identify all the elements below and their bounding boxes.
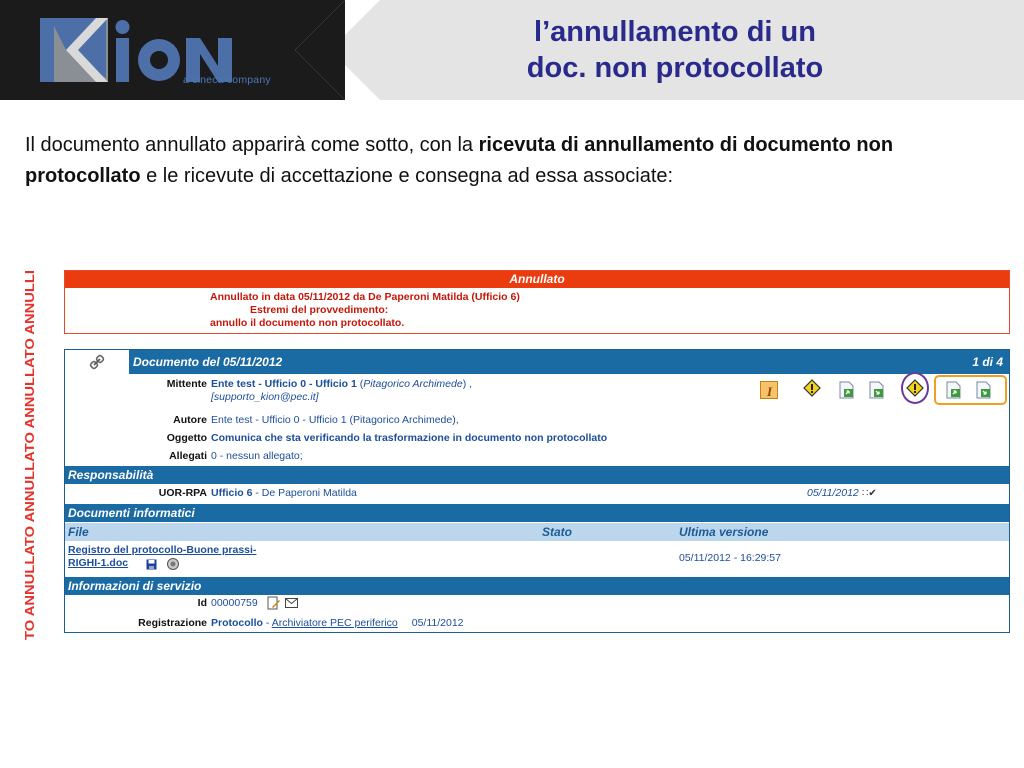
annullato-body <box>210 291 520 330</box>
mittente-row <box>65 378 1009 408</box>
receipt-doc-icon[interactable] <box>945 381 963 399</box>
responsabilita-header: Responsabilità <box>65 466 1009 484</box>
column-ultima-versione: Ultima versione <box>679 525 769 539</box>
intro-paragraph <box>25 130 985 192</box>
info-icon[interactable] <box>760 381 778 399</box>
documenti-columns <box>65 523 1009 541</box>
autore-value: Ente test - Ufficio 0 - Ufficio 1 (Pitagorico Archimede), <box>211 414 459 426</box>
mittente-value: Ente test - Ufficio 0 - Ufficio 1 (Pitagorico Archimede) , [supporto_kion@pec.it] <box>211 378 473 403</box>
slide-title-line2: doc. non protocollato <box>526 52 824 84</box>
oggetto-value: Comunica che sta verificando la trasformazione in documento non protocollato <box>211 432 608 444</box>
file-name-line2: RIGHI-1.doc <box>68 557 129 569</box>
uor-rpa-person: - De Paperoni Matilda <box>252 487 357 499</box>
uor-rpa-office: Ufficio 6 <box>211 487 253 499</box>
stamp-text: TO ANNULLATO ANNULLATO ANNULLATO ANNULLI <box>23 326 37 640</box>
id-value: 00000759 <box>211 597 258 609</box>
registrazione-type: Protocollo <box>211 617 263 629</box>
registrazione-label: Registrazione <box>138 617 207 629</box>
column-stato: Stato <box>542 525 572 539</box>
uor-rpa-value <box>211 487 357 500</box>
mittente-label: Mittente <box>166 378 207 390</box>
intro-text-1: Il documento annullato apparirà come sotto, con la <box>25 134 479 156</box>
annullato-line2: Estremi del provvedimento: <box>250 304 389 316</box>
registrazione-value <box>211 617 464 630</box>
receipt-doc-icon[interactable] <box>868 381 886 399</box>
slide-title-line1: l’annullamento di un <box>534 16 816 48</box>
document-type-cell <box>65 350 130 374</box>
oggetto-row <box>65 432 1009 446</box>
mittente-office: Ente test - Ufficio 0 - Ufficio 1 <box>211 378 357 390</box>
intro-bold: ricevuta di annullamento di documento non protocollato <box>25 134 894 187</box>
registrazione-date: 05/11/2012 <box>411 617 464 629</box>
allegati-value: 0 - nessun allegato; <box>211 450 303 462</box>
warning-icon[interactable] <box>906 379 924 397</box>
file-name-line1: Registro del protocollo-Buone prassi- <box>68 544 257 556</box>
slide-title <box>470 14 880 86</box>
receipt-doc-icon[interactable] <box>975 381 993 399</box>
svg-text:I: I <box>767 384 773 399</box>
id-label: Id <box>197 597 207 609</box>
receipt-doc-icon[interactable] <box>838 381 856 399</box>
users-check-icon[interactable]: ∷✔ <box>862 488 877 499</box>
slide-header <box>0 0 1024 100</box>
save-icon[interactable] <box>146 559 157 570</box>
annullato-header: Annullato <box>65 271 1009 288</box>
mittente-mail: [supporto_kion@pec.it] <box>211 391 319 403</box>
allegati-label: Allegati <box>169 450 207 462</box>
uor-rpa-date: 05/11/2012 <box>807 487 859 499</box>
uor-rpa-label: UOR-RPA <box>158 487 207 499</box>
column-file: File <box>68 525 89 539</box>
uor-rpa-row <box>65 487 1009 501</box>
mail-icon[interactable] <box>285 598 298 608</box>
intro-text-2: e le ricevute di accettazione e consegna ad essa associate: <box>140 165 674 187</box>
file-link[interactable] <box>68 544 256 570</box>
file-row <box>65 544 1009 572</box>
oggetto-label: Oggetto <box>166 432 207 444</box>
mittente-person: Pitagorico Archimede <box>363 378 463 390</box>
id-row <box>65 597 1009 611</box>
edit-doc-icon[interactable] <box>267 596 281 610</box>
annullato-line1: Annullato in data 05/11/2012 da De Paperoni Matilda (Ufficio 6) <box>210 291 520 303</box>
documenti-header: Documenti informatici <box>65 504 1009 522</box>
registrazione-row <box>65 617 1009 631</box>
seal-icon[interactable] <box>166 557 180 571</box>
last-version-value: 05/11/2012 - 16:29:57 <box>679 552 781 564</box>
logo-tagline: a cineca company <box>183 74 271 86</box>
document-header <box>65 350 1009 374</box>
annullato-stamp <box>20 268 40 640</box>
autore-row <box>65 414 1009 428</box>
autore-label: Autore <box>173 414 207 426</box>
allegati-row <box>65 450 1009 464</box>
annullato-line3: annullo il documento non protocollato. <box>210 317 405 329</box>
link-icon[interactable] <box>89 354 105 370</box>
annullato-box <box>64 270 1010 334</box>
page-indicator: 1 di 4 <box>972 355 1003 369</box>
document-record <box>64 349 1010 633</box>
registrazione-link[interactable]: Archiviatore PEC periferico <box>271 617 398 629</box>
warning-icon[interactable] <box>803 379 821 397</box>
servizio-header: Informazioni di servizio <box>65 577 1009 595</box>
registrazione-sep: - <box>262 617 272 629</box>
document-header-title: Documento del 05/11/2012 <box>133 355 283 369</box>
